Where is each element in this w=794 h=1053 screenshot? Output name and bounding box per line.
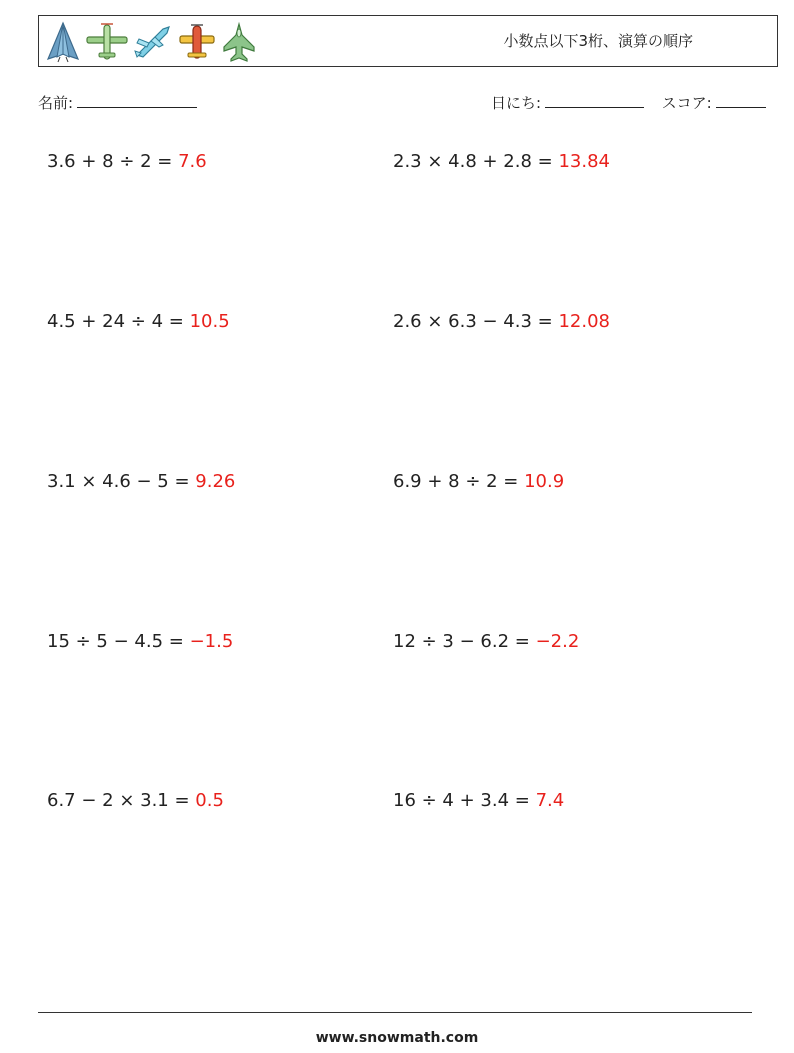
problem-10: [393, 790, 564, 811]
problem-answer: 0.5: [195, 790, 224, 811]
header-box: [38, 15, 778, 67]
problem-expr: 3.6 + 8 ÷ 2 =: [47, 151, 179, 172]
problem-5: [47, 471, 235, 492]
problem-expr: 6.7 − 2 × 3.1 =: [47, 790, 196, 811]
name-field: [38, 92, 197, 113]
problem-2: [393, 151, 610, 172]
problem-answer: 9.26: [195, 471, 236, 492]
problem-1: [47, 151, 207, 172]
problem-answer: 12.08: [558, 311, 610, 332]
problem-answer: 10.9: [524, 471, 565, 492]
problem-answer: −2.2: [535, 631, 580, 652]
date-label: 日にち:: [491, 94, 542, 112]
jet-cyan-icon: [133, 21, 173, 63]
problem-3: [47, 311, 230, 332]
plane-green-icon: [85, 21, 129, 63]
problem-expr: 3.1 × 4.6 − 5 =: [47, 471, 196, 492]
problem-expr: 15 ÷ 5 − 4.5 =: [47, 631, 190, 652]
score-label: スコア:: [661, 94, 712, 112]
problem-4: [393, 311, 610, 332]
problem-answer: 10.5: [189, 311, 230, 332]
header-icons: [45, 20, 257, 64]
page-title: 小数点以下3桁、演算の順序: [503, 32, 693, 50]
problem-expr: 2.6 × 6.3 − 4.3 =: [393, 311, 559, 332]
score-blank[interactable]: [716, 93, 766, 108]
name-blank[interactable]: [77, 93, 197, 108]
problem-expr: 2.3 × 4.8 + 2.8 =: [393, 151, 559, 172]
name-label: 名前:: [38, 94, 74, 112]
footer-divider: [38, 1012, 752, 1013]
footer-site[interactable]: www.snowmath.com: [315, 1030, 479, 1046]
problem-answer: −1.5: [189, 631, 234, 652]
fighter-green-icon: [221, 21, 257, 63]
date-blank[interactable]: [545, 93, 644, 108]
problem-expr: 4.5 + 24 ÷ 4 =: [47, 311, 190, 332]
problem-7: [47, 631, 233, 652]
problem-answer: 7.4: [535, 790, 565, 811]
problem-answer: 13.84: [558, 151, 610, 172]
problem-8: [393, 631, 579, 652]
problem-9: [47, 790, 224, 811]
problem-answer: 7.6: [178, 151, 207, 172]
date-score-field: [491, 92, 766, 113]
problem-expr: 6.9 + 8 ÷ 2 =: [393, 471, 525, 492]
jet-blue-icon: [45, 21, 81, 63]
plane-yellow-icon: [177, 21, 217, 63]
problem-expr: 12 ÷ 3 − 6.2 =: [393, 631, 536, 652]
problem-expr: 16 ÷ 4 + 3.4 =: [393, 790, 536, 811]
problem-6: [393, 471, 564, 492]
